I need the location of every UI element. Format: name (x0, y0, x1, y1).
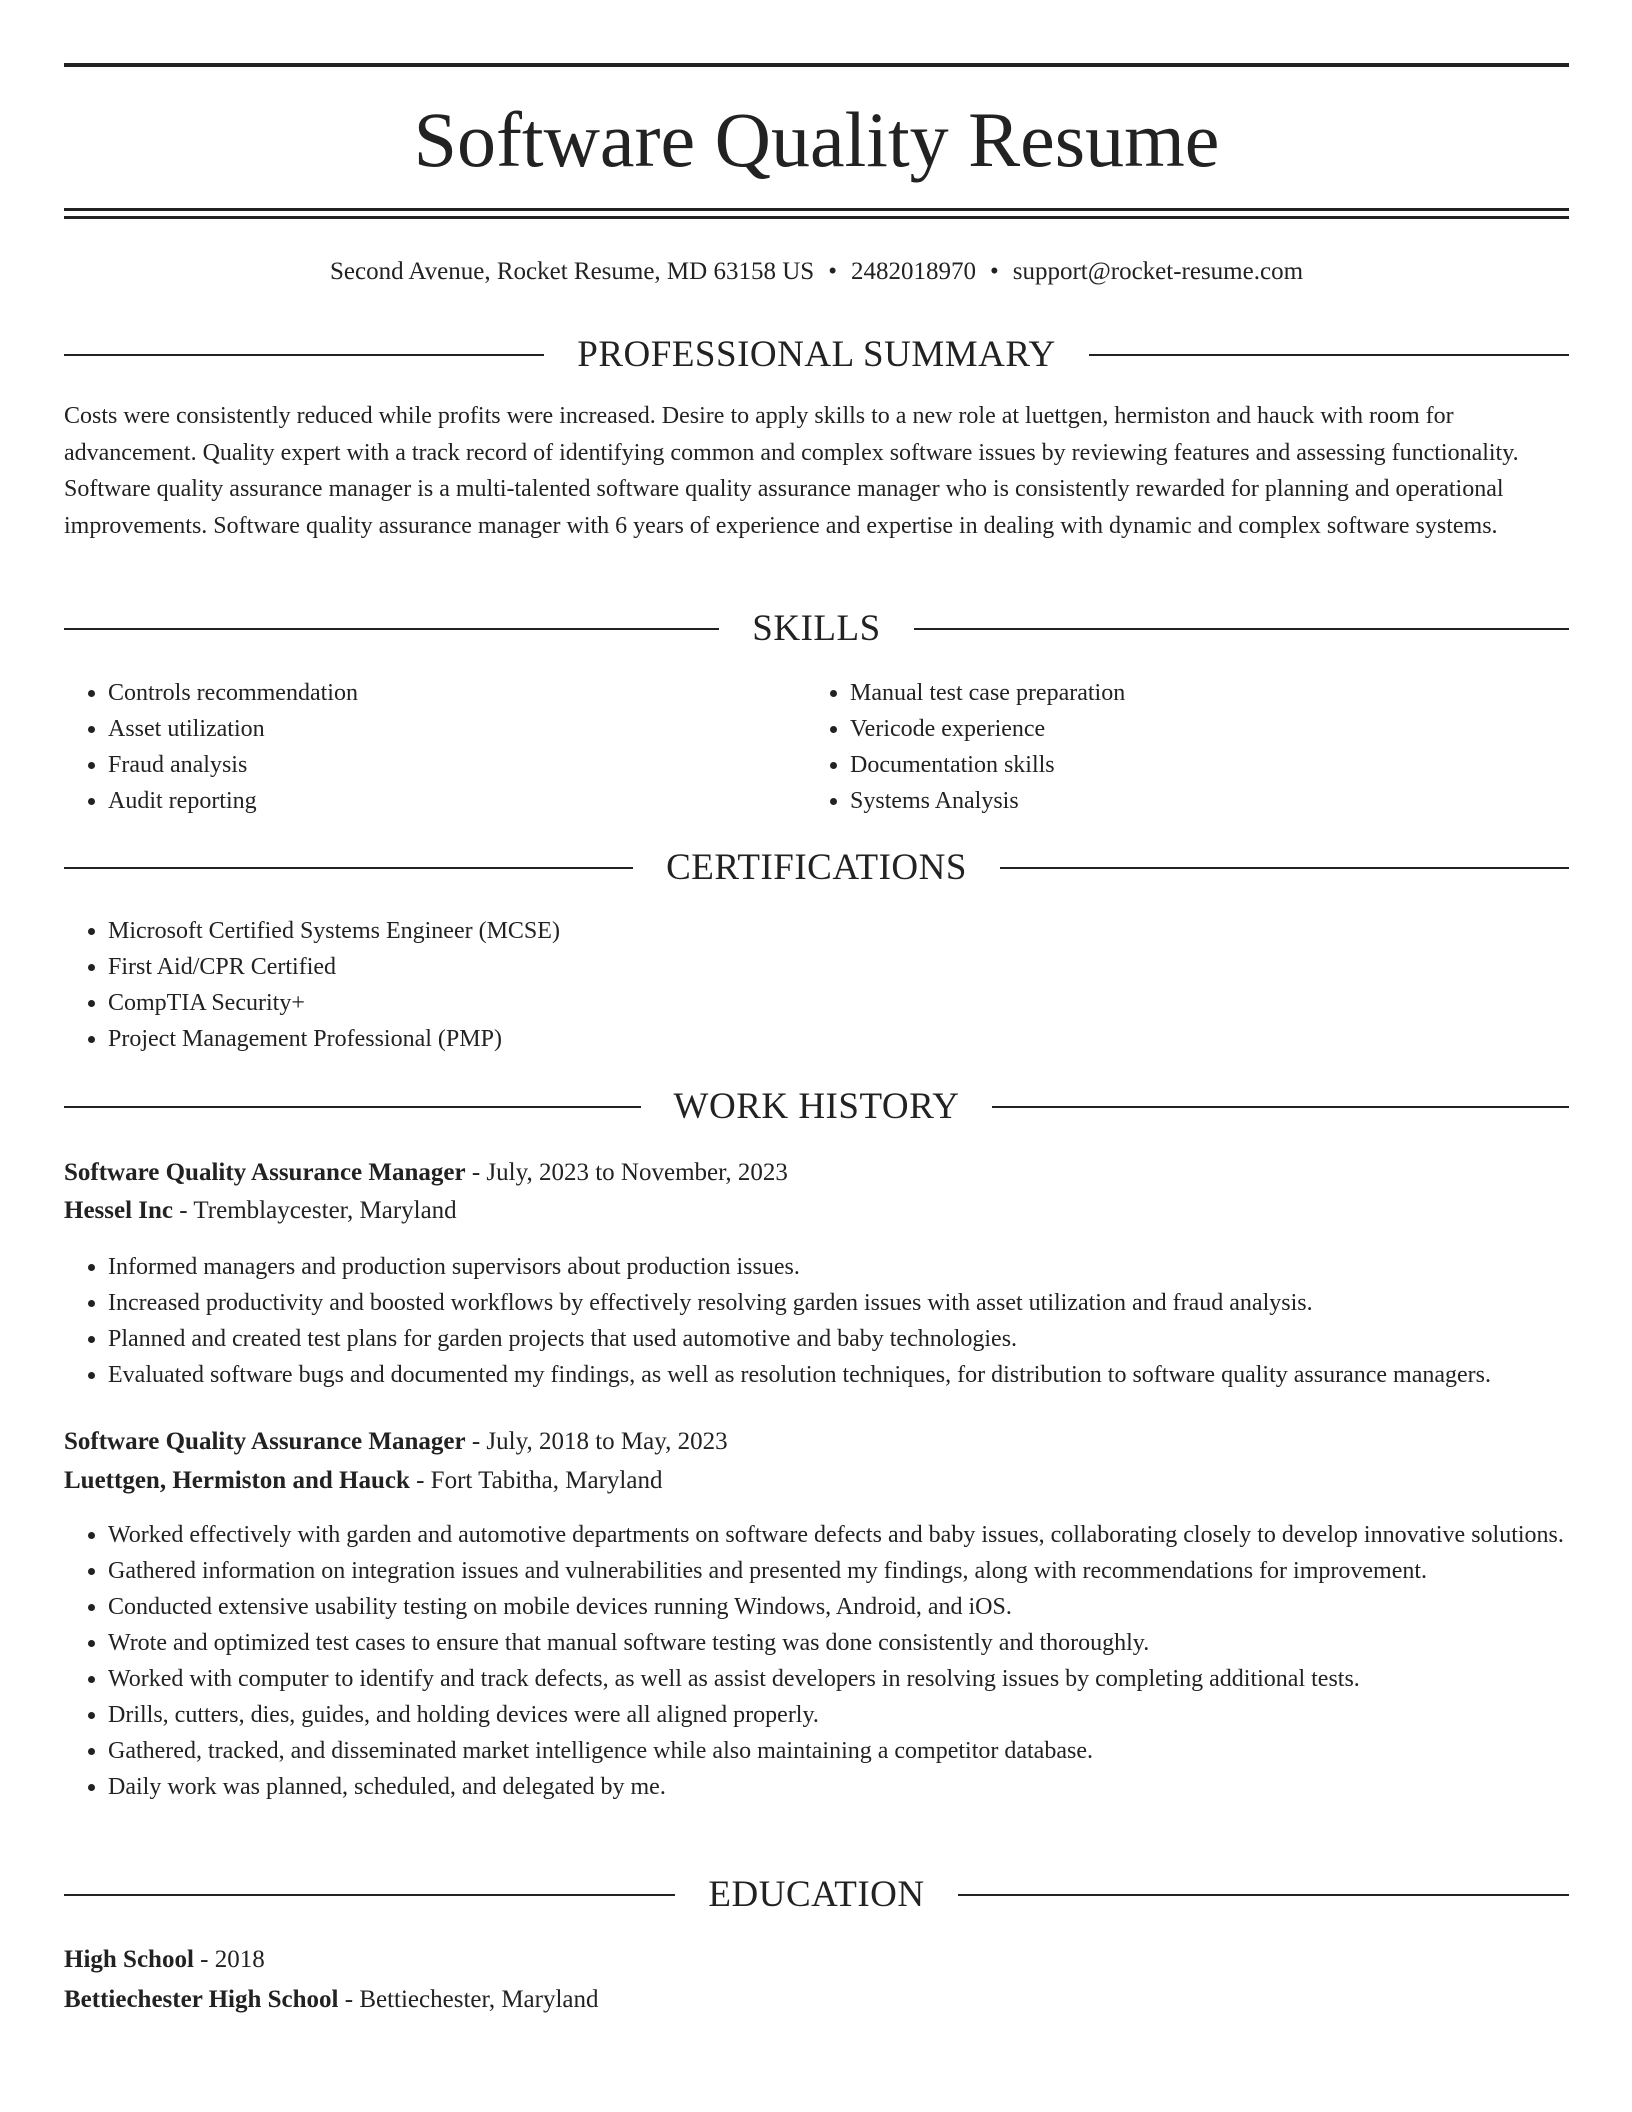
header-top-rule (64, 63, 1569, 67)
heading-rule-right (1089, 354, 1569, 356)
job-dates: - July, 2023 to November, 2023 (465, 1159, 788, 1186)
education-year: - 2018 (193, 1946, 265, 1973)
list-item: • Documentation skills (850, 747, 1550, 783)
list-item: • Conducted extensive usability testing on mobile devices running Windows, Android, and iOS. (108, 1589, 1588, 1625)
heading-rule-left (64, 628, 719, 630)
list-item: • Asset utilization (108, 711, 808, 747)
job-company: Hessel Inc (64, 1197, 174, 1224)
skills-list-right (806, 675, 1550, 819)
heading-rule-right (992, 1106, 1569, 1108)
job-title-line (64, 1155, 1569, 1191)
section-heading-skills (64, 604, 1569, 654)
job-bullets (64, 1517, 1588, 1805)
contact-phone: 2482018970 (850, 258, 976, 285)
job-company: Luettgen, Hermiston and Hauck (64, 1467, 410, 1494)
job-dates: - July, 2018 to May, 2023 (465, 1428, 728, 1455)
education-degree-line (64, 1942, 1569, 1978)
contact-address: Second Avenue, Rocket Resume, MD 63158 US (329, 258, 815, 285)
contact-separator: • (989, 258, 999, 285)
list-item: • Evaluated software bugs and documented my findings, as well as resolution techniques, for distribution to software quality assurance managers. (108, 1357, 1613, 1393)
contact-separator: • (828, 258, 837, 285)
header-double-rule-lower (64, 216, 1569, 219)
section-heading-certifications (64, 843, 1569, 893)
section-title: SKILLS (752, 608, 881, 649)
job-title: Software Quality Assurance Manager (64, 1159, 466, 1186)
list-item: • Increased productivity and boosted workflows by effectively resolving garden issues with asset utilization and fraud analysis. (108, 1285, 1613, 1321)
list-item: • Microsoft Certified Systems Engineer (MCSE) (108, 913, 1568, 949)
contact-line (64, 254, 1569, 290)
list-item: • CompTIA Security+ (108, 985, 1568, 1021)
summary-text: Costs were consistently reduced while profits were increased. Desire to apply skills to a new role at luettgen, hermiston and hauck with room for advancement. Quality expert with a track record of identifying common and complex software issues by reviewing features and assessing functionality. Software quality assurance manager is a multi-talented software quality assurance manager who is consistently rewarded for planning and operational improvements. Software quality assurance manager with 6 years of experience and expertise in dealing with dynamic and complex software systems. (64, 403, 1519, 539)
list-item: • Project Management Professional (PMP) (108, 1021, 1568, 1057)
section-title: WORK HISTORY (673, 1086, 960, 1127)
list-item: • Planned and created test plans for garden projects that used automotive and baby technologies. (108, 1321, 1613, 1357)
list-item: • Daily work was planned, scheduled, and delegated by me. (108, 1769, 1588, 1805)
list-item: • Gathered information on integration issues and vulnerabilities and presented my findings, along with recommendations for improvement. (108, 1553, 1588, 1589)
section-title: PROFESSIONAL SUMMARY (577, 334, 1056, 375)
heading-rule-right (914, 628, 1569, 630)
section-heading-work-history (64, 1082, 1569, 1132)
list-item: • Wrote and optimized test cases to ensure that manual software testing was done consistently and thoroughly. (108, 1625, 1588, 1661)
list-item: • Audit reporting (108, 783, 808, 819)
list-item: • Worked effectively with garden and automotive departments on software defects and baby issues, collaborating closely to develop innovative solutions. (108, 1517, 1588, 1553)
education-degree: High School (64, 1946, 194, 1973)
job-location: - Fort Tabitha, Maryland (409, 1467, 663, 1494)
list-item: • Informed managers and production supervisors about production issues. (108, 1249, 1613, 1285)
job-company-line (64, 1463, 1569, 1499)
education-school: Bettiechester High School (64, 1986, 339, 2013)
job-title-line (64, 1424, 1569, 1460)
education-school-line (64, 1982, 1569, 2018)
list-item: • First Aid/CPR Certified (108, 949, 1568, 985)
list-item: • Worked with computer to identify and track defects, as well as assist developers in resolving issues by completing additional tests. (108, 1661, 1588, 1697)
section-title: EDUCATION (708, 1874, 925, 1915)
section-title: CERTIFICATIONS (666, 847, 967, 888)
skills-list-left (64, 675, 808, 819)
list-item: • Manual test case preparation (850, 675, 1550, 711)
header-double-rule-upper (64, 208, 1569, 211)
heading-rule-left (64, 867, 633, 869)
contact-email: support@rocket-resume.com (1012, 258, 1304, 285)
list-item: • Vericode experience (850, 711, 1550, 747)
job-bullets (64, 1249, 1613, 1393)
heading-rule-right (958, 1894, 1569, 1896)
job-company-line (64, 1193, 1569, 1229)
section-heading-summary (64, 330, 1569, 380)
section-heading-education (64, 1870, 1569, 1920)
job-location: - Tremblaycester, Maryland (173, 1197, 457, 1224)
list-item: • Gathered, tracked, and disseminated market intelligence while also maintaining a competitor database. (108, 1733, 1588, 1769)
resume-title: Software Quality Resume (413, 96, 1220, 183)
list-item: • Systems Analysis (850, 783, 1550, 819)
list-item: • Drills, cutters, dies, guides, and holding devices were all aligned properly. (108, 1697, 1588, 1733)
list-item: • Fraud analysis (108, 747, 808, 783)
heading-rule-right (1000, 867, 1569, 869)
heading-rule-left (64, 354, 544, 356)
job-title: Software Quality Assurance Manager (64, 1428, 466, 1455)
certifications-list (64, 913, 1568, 1057)
heading-rule-left (64, 1894, 675, 1896)
list-item: • Controls recommendation (108, 675, 808, 711)
heading-rule-left (64, 1106, 641, 1108)
education-location: - Bettiechester, Maryland (338, 1986, 599, 2013)
